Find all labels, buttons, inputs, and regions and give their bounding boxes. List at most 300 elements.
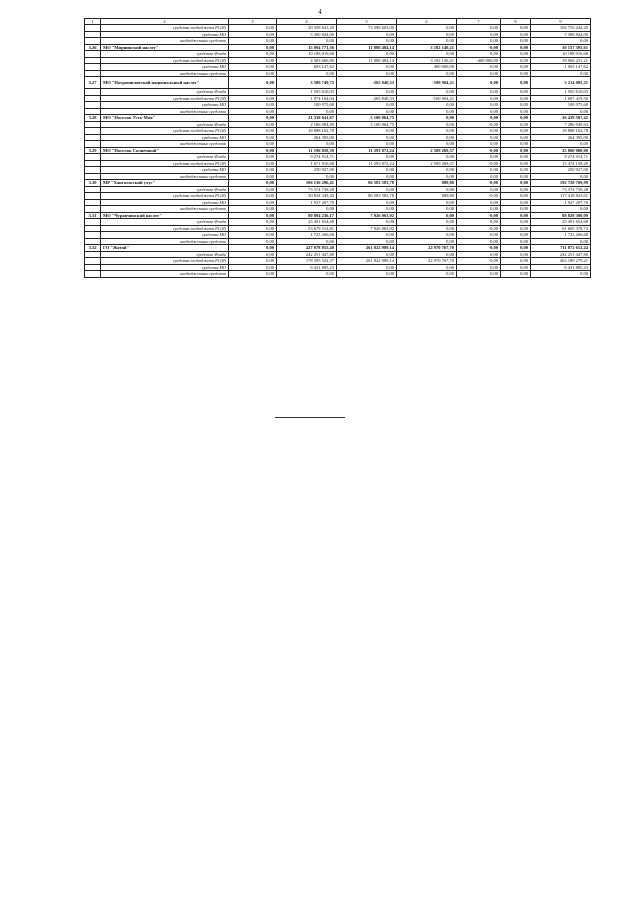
value-cell: 0,00 bbox=[337, 64, 397, 71]
value-cell: 0,00 bbox=[501, 193, 531, 200]
value-cell: 73 374 739,28 bbox=[531, 186, 591, 193]
value-cell: 0,00 bbox=[229, 271, 277, 278]
value-cell: 86 583 583,78 bbox=[337, 193, 397, 200]
value-cell: 0,00 bbox=[457, 102, 501, 109]
value-cell: 0,00 bbox=[337, 102, 397, 109]
value-cell: 5 100 864,75 bbox=[337, 115, 397, 122]
value-cell: 0,00 bbox=[337, 173, 397, 180]
value-cell: 0,00 bbox=[337, 154, 397, 161]
value-cell: 0,00 bbox=[501, 134, 531, 141]
row-name-cell: средства Фонда bbox=[101, 121, 229, 128]
value-cell: 10 188 016,68 bbox=[531, 51, 591, 58]
value-cell: 0,00 bbox=[397, 134, 457, 141]
value-cell: 61 605 378,73 bbox=[531, 225, 591, 232]
value-cell: 0,00 bbox=[457, 51, 501, 58]
value-cell: 0,00 bbox=[229, 89, 277, 96]
value-cell: 0,00 bbox=[457, 89, 501, 96]
value-cell: 0,00 bbox=[337, 108, 397, 115]
row-number-cell: 3.26 bbox=[85, 44, 101, 51]
value-cell: 0,00 bbox=[229, 193, 277, 200]
value-cell: 0,00 bbox=[229, 219, 277, 226]
row-name-cell: средства госбюджета РС(Я) bbox=[101, 95, 229, 102]
value-cell: 0,00 bbox=[531, 238, 591, 245]
value-cell: 100 975,68 bbox=[531, 102, 591, 109]
value-cell: 11 293 872,24 bbox=[337, 160, 397, 167]
value-cell: 0,00 bbox=[457, 167, 501, 174]
value-cell: 3 182 140,21 bbox=[397, 57, 457, 64]
value-cell: 0,00 bbox=[337, 51, 397, 58]
value-cell: 0,00 bbox=[397, 264, 457, 271]
value-cell: 0,00 bbox=[229, 38, 277, 45]
value-cell: 0,00 bbox=[501, 167, 531, 174]
value-cell: 5 300 844,00 bbox=[531, 31, 591, 38]
row-name-cell: МО "Потрошиловский национальный наслег" bbox=[101, 77, 229, 89]
table-body bbox=[85, 25, 591, 278]
row-name-cell: средства Фонда bbox=[101, 219, 229, 226]
value-cell: 0,00 bbox=[229, 173, 277, 180]
header-cell: 3 bbox=[229, 19, 277, 25]
value-cell: 1 927 207,70 bbox=[531, 199, 591, 206]
value-cell: -0,00 bbox=[457, 160, 501, 167]
value-cell: 18 888 162,78 bbox=[531, 128, 591, 135]
value-cell: 0,00 bbox=[457, 251, 501, 258]
value-cell: 0,00 bbox=[457, 77, 501, 89]
value-cell: -265 840,33 bbox=[337, 77, 397, 89]
value-cell: 0,00 bbox=[229, 121, 277, 128]
row-name-cell: средства госбюджета РС(Я) bbox=[101, 225, 229, 232]
table-row-source bbox=[85, 271, 591, 278]
value-cell: 0,00 bbox=[397, 212, 457, 219]
value-cell: 0,00 bbox=[229, 245, 277, 252]
value-cell: -0,00 bbox=[457, 245, 501, 252]
value-cell: 0,00 bbox=[501, 70, 531, 77]
value-cell: 88 820 300,09 bbox=[531, 212, 591, 219]
value-cell: 0,00 bbox=[229, 102, 277, 109]
value-cell: 0,00 bbox=[457, 31, 501, 38]
value-cell: 0,00 bbox=[501, 115, 531, 122]
value-cell: 0,00 bbox=[277, 206, 337, 213]
value-cell: 603 147,62 bbox=[277, 64, 337, 71]
value-cell: 0,00 bbox=[229, 212, 277, 219]
value-cell: 7 286 949,64 bbox=[531, 121, 591, 128]
row-name-cell: средства госбюджета РС(Я) bbox=[101, 128, 229, 135]
value-cell: 0,00 bbox=[397, 108, 457, 115]
value-cell: 0,00 bbox=[457, 108, 501, 115]
row-name-cell: средства госбюджета РС(Я) bbox=[101, 258, 229, 265]
value-cell: 427 078 855,40 bbox=[277, 245, 337, 252]
value-cell: 10 188 016,68 bbox=[277, 51, 337, 58]
value-cell: 0,00 bbox=[229, 206, 277, 213]
row-name-cell: внебюджетные средства bbox=[101, 206, 229, 213]
value-cell: 15 474 158,29 bbox=[531, 160, 591, 167]
value-cell: 0,00 bbox=[501, 64, 531, 71]
value-cell: 0,00 bbox=[229, 134, 277, 141]
value-cell: 242 251 447,80 bbox=[277, 251, 337, 258]
value-cell: 0,00 bbox=[229, 51, 277, 58]
value-cell: 0,00 bbox=[531, 38, 591, 45]
row-name-cell: средства МО bbox=[101, 64, 229, 71]
value-cell: 1 671 016,68 bbox=[277, 160, 337, 167]
value-cell: 73 396 603,00 bbox=[337, 25, 397, 32]
row-name-cell: средства Фонда bbox=[101, 154, 229, 161]
value-cell: 0,00 bbox=[457, 128, 501, 135]
row-name-cell: средства МО bbox=[101, 199, 229, 206]
value-cell: 4 303 606,86 bbox=[277, 57, 337, 64]
value-cell: 242 251 447,80 bbox=[531, 251, 591, 258]
value-cell: -0,00 bbox=[457, 180, 501, 187]
value-cell: 0,00 bbox=[229, 251, 277, 258]
value-cell: 0,00 bbox=[501, 186, 531, 193]
value-cell: 0,00 bbox=[337, 167, 397, 174]
value-cell: 0,00 bbox=[457, 141, 501, 148]
value-cell: 80 894 236,17 bbox=[277, 212, 337, 219]
value-cell: 0,00 bbox=[229, 167, 277, 174]
value-cell: 0,00 bbox=[229, 186, 277, 193]
value-cell: 0,00 bbox=[337, 238, 397, 245]
header-cell: 5 bbox=[337, 19, 397, 25]
row-name-cell: средства МО bbox=[101, 102, 229, 109]
header-cell: 6 bbox=[397, 19, 457, 25]
row-number-cell bbox=[85, 271, 101, 278]
value-cell: 0,00 bbox=[501, 180, 531, 187]
value-cell: 0,00 bbox=[501, 199, 531, 206]
value-cell: 0,00 bbox=[501, 38, 531, 45]
value-cell: 178 395 522,37 bbox=[277, 258, 337, 265]
value-cell: 53 679 314,81 bbox=[277, 225, 337, 232]
value-cell: 0,00 bbox=[531, 108, 591, 115]
value-cell: 0,00 bbox=[397, 31, 457, 38]
row-name-cell: средства Фонда bbox=[101, 186, 229, 193]
value-cell: 11 880 484,14 bbox=[337, 57, 397, 64]
value-cell: 3 580 749,75 bbox=[277, 77, 337, 89]
row-name-cell: внебюджетные средства bbox=[101, 70, 229, 77]
value-cell: 0,00 bbox=[277, 70, 337, 77]
value-cell: 0,00 bbox=[229, 147, 277, 154]
value-cell: 0,00 bbox=[397, 225, 457, 232]
row-name-cell: внебюджетные средства bbox=[101, 141, 229, 148]
value-cell: 0,00 bbox=[229, 44, 277, 51]
header-cell: 2 bbox=[101, 19, 229, 25]
row-number-cell: 3.28 bbox=[85, 115, 101, 122]
value-cell: 73 374 739,28 bbox=[277, 186, 337, 193]
value-cell: 0,00 bbox=[337, 134, 397, 141]
value-cell: 0,00 bbox=[501, 264, 531, 271]
value-cell: 106 136 296,41 bbox=[277, 180, 337, 187]
value-cell: 0,00 bbox=[501, 258, 531, 265]
value-cell: 0,00 bbox=[501, 147, 531, 154]
value-cell: 0,00 bbox=[501, 25, 531, 32]
value-cell: 1 723 266,68 bbox=[531, 232, 591, 239]
header-cell: 9 bbox=[531, 19, 591, 25]
value-cell: 0,00 bbox=[501, 51, 531, 58]
value-cell: 0,00 bbox=[337, 251, 397, 258]
value-cell: 0,00 bbox=[501, 206, 531, 213]
value-cell: 0,00 bbox=[457, 264, 501, 271]
row-number-cell: 3.27 bbox=[85, 77, 101, 89]
value-cell: 0,00 bbox=[501, 57, 531, 64]
value-cell: 192 720 769,99 bbox=[531, 180, 591, 187]
value-cell: 117 418 823,01 bbox=[531, 193, 591, 200]
value-cell: 1 927 207,70 bbox=[277, 199, 337, 206]
value-cell: 30 157 395,61 bbox=[531, 44, 591, 51]
value-cell: 6 431 885,23 bbox=[531, 264, 591, 271]
value-cell: 0,00 bbox=[457, 232, 501, 239]
value-cell: 1 003 147,62 bbox=[531, 64, 591, 71]
value-cell: 0,00 bbox=[229, 64, 277, 71]
value-cell: 0,00 bbox=[501, 232, 531, 239]
value-cell: 0,00 bbox=[229, 154, 277, 161]
value-cell: 21 338 641,67 bbox=[277, 115, 337, 122]
value-cell: 11 880 484,14 bbox=[337, 44, 397, 51]
value-cell: 0,00 bbox=[501, 141, 531, 148]
header-cell: 7 bbox=[457, 19, 501, 25]
value-cell: 0,00 bbox=[501, 77, 531, 89]
value-cell: 0,00 bbox=[229, 141, 277, 148]
value-cell: 0,00 bbox=[457, 115, 501, 122]
value-cell: 400 000,00 bbox=[397, 64, 457, 71]
value-cell: 0,00 bbox=[457, 95, 501, 102]
value-cell: 0,00 bbox=[501, 89, 531, 96]
row-name-cell: МР "Хангаласский улус" bbox=[101, 180, 229, 187]
value-cell: 0,00 bbox=[229, 238, 277, 245]
row-name-cell: МО "Мирнинский наслег" bbox=[101, 44, 229, 51]
value-cell: 0,00 bbox=[337, 70, 397, 77]
value-cell: 0,00 bbox=[229, 160, 277, 167]
value-cell: 0,00 bbox=[397, 70, 457, 77]
row-name-cell: ГО "Жатай" bbox=[101, 245, 229, 252]
value-cell: 463 189 279,21 bbox=[531, 258, 591, 265]
header-cell: 1 bbox=[85, 19, 101, 25]
value-cell: 0,00 bbox=[457, 70, 501, 77]
value-cell: 2 186 084,89 bbox=[277, 121, 337, 128]
value-cell: 1 974 164,04 bbox=[277, 95, 337, 102]
value-cell: -0,00 bbox=[457, 147, 501, 154]
value-cell: 0,00 bbox=[277, 38, 337, 45]
value-cell: 0,00 bbox=[337, 31, 397, 38]
value-cell: 0,00 bbox=[277, 271, 337, 278]
value-cell: 0,00 bbox=[501, 44, 531, 51]
value-cell: 0,00 bbox=[229, 264, 277, 271]
row-name-cell: средства госбюджета РС(Я) bbox=[101, 25, 229, 32]
value-cell: 0,00 bbox=[501, 31, 531, 38]
value-cell: 0,00 bbox=[457, 38, 501, 45]
value-cell: 0,00 bbox=[501, 251, 531, 258]
value-cell: -0,00 bbox=[457, 44, 501, 51]
value-cell: 0,00 bbox=[501, 271, 531, 278]
value-cell: 0,00 bbox=[457, 64, 501, 71]
value-cell: -0,00 bbox=[457, 212, 501, 219]
value-cell: 0,00 bbox=[337, 128, 397, 135]
value-cell: -0,00 bbox=[457, 225, 501, 232]
value-cell: 0,00 bbox=[337, 232, 397, 239]
value-cell: 0,00 bbox=[337, 264, 397, 271]
value-cell: 0,00 bbox=[501, 173, 531, 180]
row-name-cell: средства МО bbox=[101, 167, 229, 174]
value-cell: 0,00 bbox=[457, 25, 501, 32]
value-cell: 0,00 bbox=[397, 38, 457, 45]
value-cell: 15 094 771,36 bbox=[277, 44, 337, 51]
value-cell: 0,00 bbox=[397, 25, 457, 32]
row-name-cell: средства Фонда bbox=[101, 251, 229, 258]
value-cell: 9 274 914,71 bbox=[277, 154, 337, 161]
value-cell: 22 970 767,70 bbox=[397, 258, 457, 265]
row-number-cell: 3.30 bbox=[85, 180, 101, 187]
value-cell: 0,00 bbox=[229, 115, 277, 122]
value-cell: 0,00 bbox=[337, 89, 397, 96]
value-cell: 0,00 bbox=[277, 141, 337, 148]
value-cell: 0,00 bbox=[229, 57, 277, 64]
value-cell: 0,00 bbox=[457, 134, 501, 141]
row-name-cell: средства госбюджета РС(Я) bbox=[101, 57, 229, 64]
row-name-cell: внебюджетные средства bbox=[101, 38, 229, 45]
value-cell: 0,00 bbox=[531, 206, 591, 213]
value-cell: 2 509 269,37 bbox=[397, 147, 457, 154]
row-name-cell: внебюджетные средства bbox=[101, 238, 229, 245]
value-cell: -100 904,21 bbox=[397, 95, 457, 102]
value-cell: 100 975,68 bbox=[277, 102, 337, 109]
value-cell: 1 607 419,50 bbox=[531, 95, 591, 102]
value-cell: 0,00 bbox=[397, 271, 457, 278]
value-cell: 1 723 266,68 bbox=[277, 232, 337, 239]
value-cell: 0,00 bbox=[229, 199, 277, 206]
value-cell: -100 904,21 bbox=[397, 77, 457, 89]
row-name-cell: средства МО bbox=[101, 31, 229, 38]
value-cell: 0,00 bbox=[229, 180, 277, 187]
row-name-cell: средства госбюджета РС(Я) bbox=[101, 160, 229, 167]
value-cell: 0,00 bbox=[501, 245, 531, 252]
value-cell: 0,00 bbox=[457, 271, 501, 278]
budget-table bbox=[84, 18, 591, 278]
value-cell: 22 970 767,70 bbox=[397, 245, 457, 252]
row-name-cell: средства госбюджета РС(Я) bbox=[101, 193, 229, 200]
value-cell: 1 505 610,03 bbox=[531, 89, 591, 96]
value-cell: 6 431 885,23 bbox=[277, 264, 337, 271]
value-cell: 0,00 bbox=[229, 108, 277, 115]
value-cell: 5 100 864,75 bbox=[337, 121, 397, 128]
value-cell: 25 491 654,68 bbox=[531, 219, 591, 226]
value-cell: 0,00 bbox=[397, 206, 457, 213]
row-number-cell: 3.31 bbox=[85, 212, 101, 219]
value-cell: 25 491 654,68 bbox=[277, 219, 337, 226]
row-name-cell: МО "Поселок Усть-Мая" bbox=[101, 115, 229, 122]
value-cell: 264 395,00 bbox=[531, 134, 591, 141]
value-cell: 0,00 bbox=[531, 70, 591, 77]
value-cell: 0,00 bbox=[337, 199, 397, 206]
value-cell: 0,00 bbox=[277, 173, 337, 180]
value-cell: 0,00 bbox=[531, 173, 591, 180]
value-cell: 18 888 162,78 bbox=[277, 128, 337, 135]
value-cell: 0,00 bbox=[229, 77, 277, 89]
value-cell: 0,00 bbox=[501, 238, 531, 245]
value-cell: 0,00 bbox=[397, 115, 457, 122]
value-cell: 0,00 bbox=[531, 271, 591, 278]
row-name-cell: средства МО bbox=[101, 264, 229, 271]
row-name-cell: средства Фонда bbox=[101, 51, 229, 58]
value-cell: 0,00 bbox=[501, 102, 531, 109]
value-cell: 261 822 989,14 bbox=[337, 258, 397, 265]
value-cell: 0,00 bbox=[501, 108, 531, 115]
value-cell: 0,00 bbox=[337, 219, 397, 226]
value-cell: 2 509 269,37 bbox=[397, 160, 457, 167]
value-cell: 0,00 bbox=[501, 225, 531, 232]
value-cell: 0,00 bbox=[337, 38, 397, 45]
row-name-cell: внебюджетные средства bbox=[101, 173, 229, 180]
value-cell: 0,00 bbox=[501, 160, 531, 167]
value-cell: 102 755 244,20 bbox=[531, 25, 591, 32]
value-cell: 250 927,00 bbox=[277, 167, 337, 174]
table-row-entity bbox=[85, 77, 591, 89]
value-cell: 889,80 bbox=[397, 193, 457, 200]
value-cell: 26 439 507,42 bbox=[531, 115, 591, 122]
value-cell: 0,00 bbox=[531, 141, 591, 148]
value-cell: 0,00 bbox=[397, 121, 457, 128]
value-cell: 0,00 bbox=[337, 271, 397, 278]
value-cell: 264 395,00 bbox=[277, 134, 337, 141]
value-cell: 7 926 063,92 bbox=[337, 225, 397, 232]
value-cell: 0,00 bbox=[457, 154, 501, 161]
value-cell: 889,80 bbox=[397, 180, 457, 187]
row-name-cell: МО "Поселок Солнечный" bbox=[101, 147, 229, 154]
value-cell: 0,00 bbox=[501, 128, 531, 135]
row-name-cell: средства МО bbox=[101, 134, 229, 141]
header-cell: 8 bbox=[501, 19, 531, 25]
value-cell: 0,00 bbox=[397, 173, 457, 180]
header-cell: 4 bbox=[277, 19, 337, 25]
value-cell: 30 834 349,43 bbox=[277, 193, 337, 200]
value-cell: 0,00 bbox=[457, 173, 501, 180]
value-cell: 29 358 641,20 bbox=[277, 25, 337, 32]
value-cell: 0,00 bbox=[397, 128, 457, 135]
row-number-cell: 3.32 bbox=[85, 245, 101, 252]
row-name-cell: средства МО bbox=[101, 232, 229, 239]
value-cell: 0,00 bbox=[501, 121, 531, 128]
value-cell: 0,00 bbox=[229, 25, 277, 32]
row-name-cell: внебюджетные средства bbox=[101, 108, 229, 115]
page-number: 4 bbox=[318, 8, 322, 16]
value-cell: 0,00 bbox=[229, 70, 277, 77]
value-cell: 0,00 bbox=[337, 141, 397, 148]
value-cell: 0,00 bbox=[397, 141, 457, 148]
row-number-cell: 3.29 bbox=[85, 147, 101, 154]
value-cell: 0,00 bbox=[501, 219, 531, 226]
value-cell: -400 000,00 bbox=[457, 57, 501, 64]
value-cell: 1 505 610,03 bbox=[277, 89, 337, 96]
value-cell: 0,00 bbox=[501, 95, 531, 102]
value-cell: 0,00 bbox=[457, 238, 501, 245]
end-divider bbox=[275, 417, 345, 418]
value-cell: 86 583 583,78 bbox=[337, 180, 397, 187]
value-cell: 9 274 914,71 bbox=[531, 154, 591, 161]
value-cell: 0,00 bbox=[397, 102, 457, 109]
value-cell: 0,00 bbox=[397, 186, 457, 193]
value-cell: 18 966 231,21 bbox=[531, 57, 591, 64]
value-cell: 0,00 bbox=[457, 186, 501, 193]
value-cell: 0,00 bbox=[501, 212, 531, 219]
value-cell: -0,00 bbox=[457, 193, 501, 200]
value-cell: 0,00 bbox=[397, 199, 457, 206]
value-cell: 0,00 bbox=[397, 167, 457, 174]
value-cell: 0,00 bbox=[397, 238, 457, 245]
value-cell: 0,00 bbox=[501, 154, 531, 161]
value-cell: 11 196 858,39 bbox=[277, 147, 337, 154]
value-cell: 0,00 bbox=[457, 219, 501, 226]
value-cell: 261 822 989,14 bbox=[337, 245, 397, 252]
value-cell: 0,00 bbox=[397, 154, 457, 161]
value-cell: -265 840,33 bbox=[337, 95, 397, 102]
value-cell: 0,00 bbox=[229, 31, 277, 38]
value-cell: 0,00 bbox=[397, 51, 457, 58]
row-name-cell: МО "Чурапчинский наслег" bbox=[101, 212, 229, 219]
